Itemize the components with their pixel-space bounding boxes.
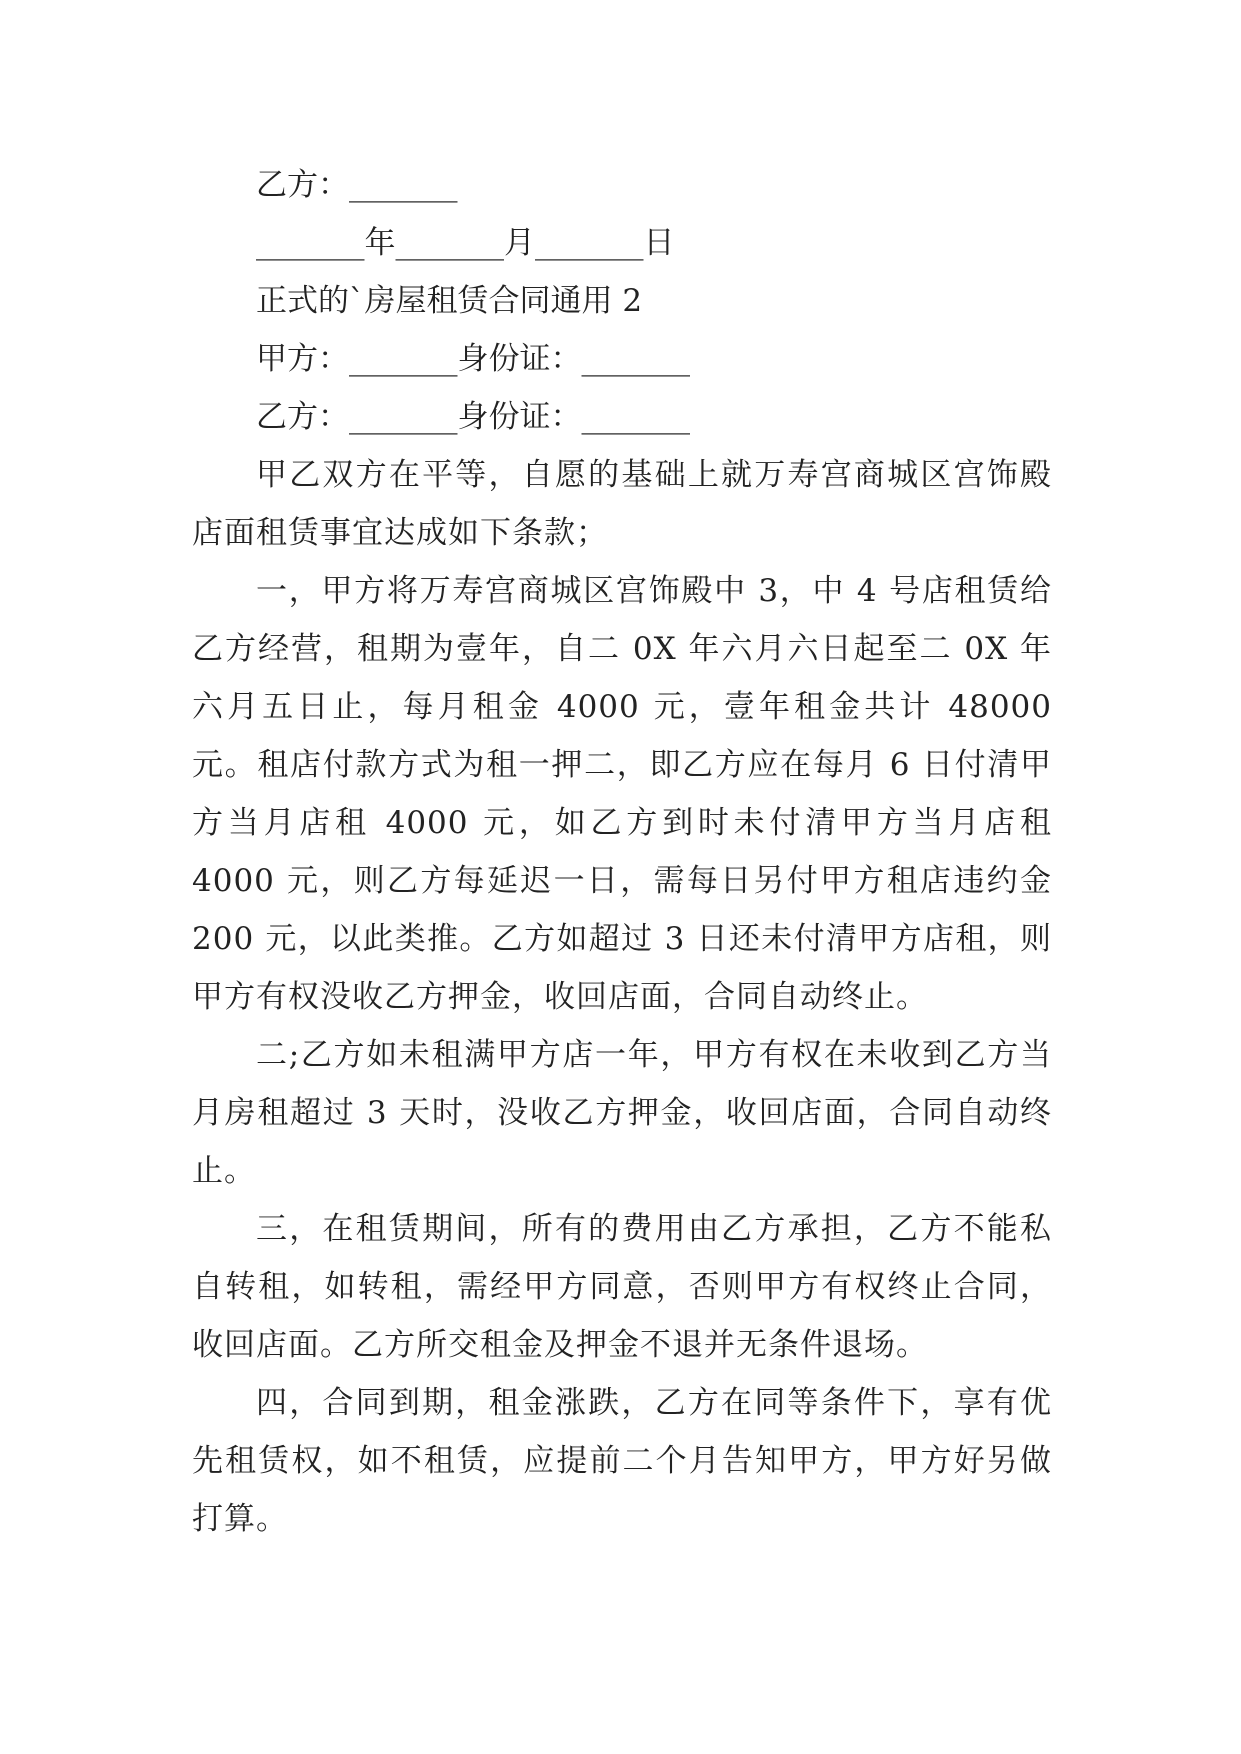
- preamble-paragraph: 甲乙双方在平等，自愿的基础上就万寿宫商城区宫饰殿店面租赁事宜达成如下条款；: [192, 457, 1052, 551]
- clause-2-paragraph: 二;乙方如未租满甲方店一年，甲方有权在未收到乙方当月房租超过 3 天时，没收乙方押金，收回店面，合同自动终止。: [192, 1037, 1052, 1189]
- party-a-line: 甲方：_______身份证：_______: [256, 341, 690, 377]
- clause-4-paragraph: 四，合同到期，租金涨跌，乙方在同等条件下，享有优先租赁权，如不租赁，应提前二个月告知甲方，甲方好另做打算。: [192, 1385, 1052, 1537]
- signature-party-b: 乙方：_______: [256, 167, 458, 203]
- party-b-line: 乙方：_______身份证：_______: [256, 399, 690, 435]
- clause-3-paragraph: 三，在租赁期间，所有的费用由乙方承担，乙方不能私自转租，如转租，需经甲方同意，否则甲方有权终止合同，收回店面。乙方所交租金及押金不退并无条件退场。: [192, 1211, 1052, 1363]
- document-body: [192, 156, 1052, 1548]
- clause-1-paragraph: 一，甲方将万寿宫商城区宫饰殿中 3，中 4 号店租赁给乙方经营，租期为壹年，自二 0X 年六月六日起至二 0X 年六月五日止，每月租金 4000 元，壹年租金共计 48000 元。租店付款方式为租一押二，即乙方应在每月 6 日付清甲方当月店租 4000 元，如乙方到时未付清甲方当月店租 4000 元，则乙方每延迟一日，需每日另付甲方租店违约金 200 元，以此类推。乙方如超过 3 日还未付清甲方店租，则甲方有权没收乙方押金，收回店面，合同自动终止。: [192, 573, 1052, 1015]
- signature-date: _______年_______月_______日: [256, 225, 675, 261]
- contract-title: 正式的`房屋租赁合同通用 2: [256, 283, 643, 319]
